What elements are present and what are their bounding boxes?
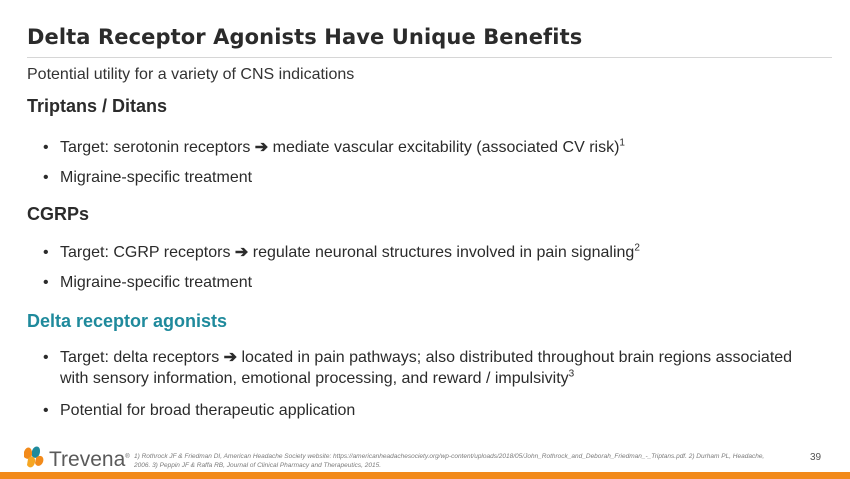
bullet-marker: • <box>43 139 49 156</box>
footnote-ref: 2 <box>634 242 640 254</box>
trevena-logo <box>20 441 128 473</box>
bullet-text-part: Target: CGRP receptors <box>60 244 235 261</box>
bullet-text: Migraine-specific treatment <box>60 169 253 186</box>
bullet-marker: • <box>43 349 49 366</box>
bullet-text-part: mediate vascular excitability (associated CV risk) <box>268 139 620 156</box>
bullet-text: Potential for broad therapeutic application <box>60 402 356 419</box>
bullet-text-part: Target: delta receptors <box>60 349 224 366</box>
bullet-marker: • <box>43 244 49 261</box>
bullet-text-part: regulate neuronal structures involved in pain signaling <box>248 244 635 261</box>
footer-accent-bar <box>0 472 850 479</box>
page-number: 39 <box>810 452 822 463</box>
bullet-text-part: located in pain pathways; also distributed throughout brain regions associated with sensory information, emotional processing, and reward / impulsivity <box>60 349 793 387</box>
section-heading-triptans: Triptans / Ditans <box>27 96 168 116</box>
logo-text: Trevena <box>49 448 126 471</box>
arrow-icon: ➔ <box>223 349 238 366</box>
section-heading-cgrps: CGRPs <box>27 204 90 224</box>
bullet-item <box>43 167 803 188</box>
footnote-ref: 3 <box>568 368 575 380</box>
bullet-text <box>60 347 813 389</box>
trevena-logo-mark-icon <box>20 443 50 473</box>
bullet-text <box>60 242 803 263</box>
bullet-item <box>43 272 803 293</box>
bullet-item <box>43 347 813 389</box>
arrow-icon: ➔ <box>254 139 269 156</box>
bullet-marker: • <box>43 169 49 186</box>
title-divider <box>27 57 832 58</box>
bullet-item <box>43 400 803 421</box>
logo-wordmark <box>49 448 130 472</box>
bullet-text: Migraine-specific treatment <box>60 274 253 291</box>
bullet-marker: • <box>43 274 49 291</box>
footnote-ref: 1 <box>619 137 625 149</box>
bullet-item <box>43 137 803 158</box>
references-text: 1) Rothrock JF & Friedman DI, American Headache Society website: https://americanheadachesociety.org/wp-content/uploads/2018/05/John_Rothrock_and_Deborah_Friedman_-_Triptans.pdf. 2) Durham PL, Headache, 2006. 3) Peppin JF & Raffa RB, Journal of Clinical Pharmacy and Therapeutics, 2015. <box>134 453 765 469</box>
arrow-icon: ➔ <box>234 244 249 261</box>
section-heading-delta: Delta receptor agonists <box>27 311 228 331</box>
slide-title: Delta Receptor Agonists Have Unique Benefits <box>27 25 583 49</box>
slide-subtitle: Potential utility for a variety of CNS indications <box>27 66 355 83</box>
bullet-text <box>60 137 803 158</box>
bullet-item <box>43 242 803 263</box>
bullet-marker: • <box>43 402 49 419</box>
bullet-text-part: Target: serotonin receptors <box>60 139 255 156</box>
registered-mark: ® <box>125 454 130 460</box>
